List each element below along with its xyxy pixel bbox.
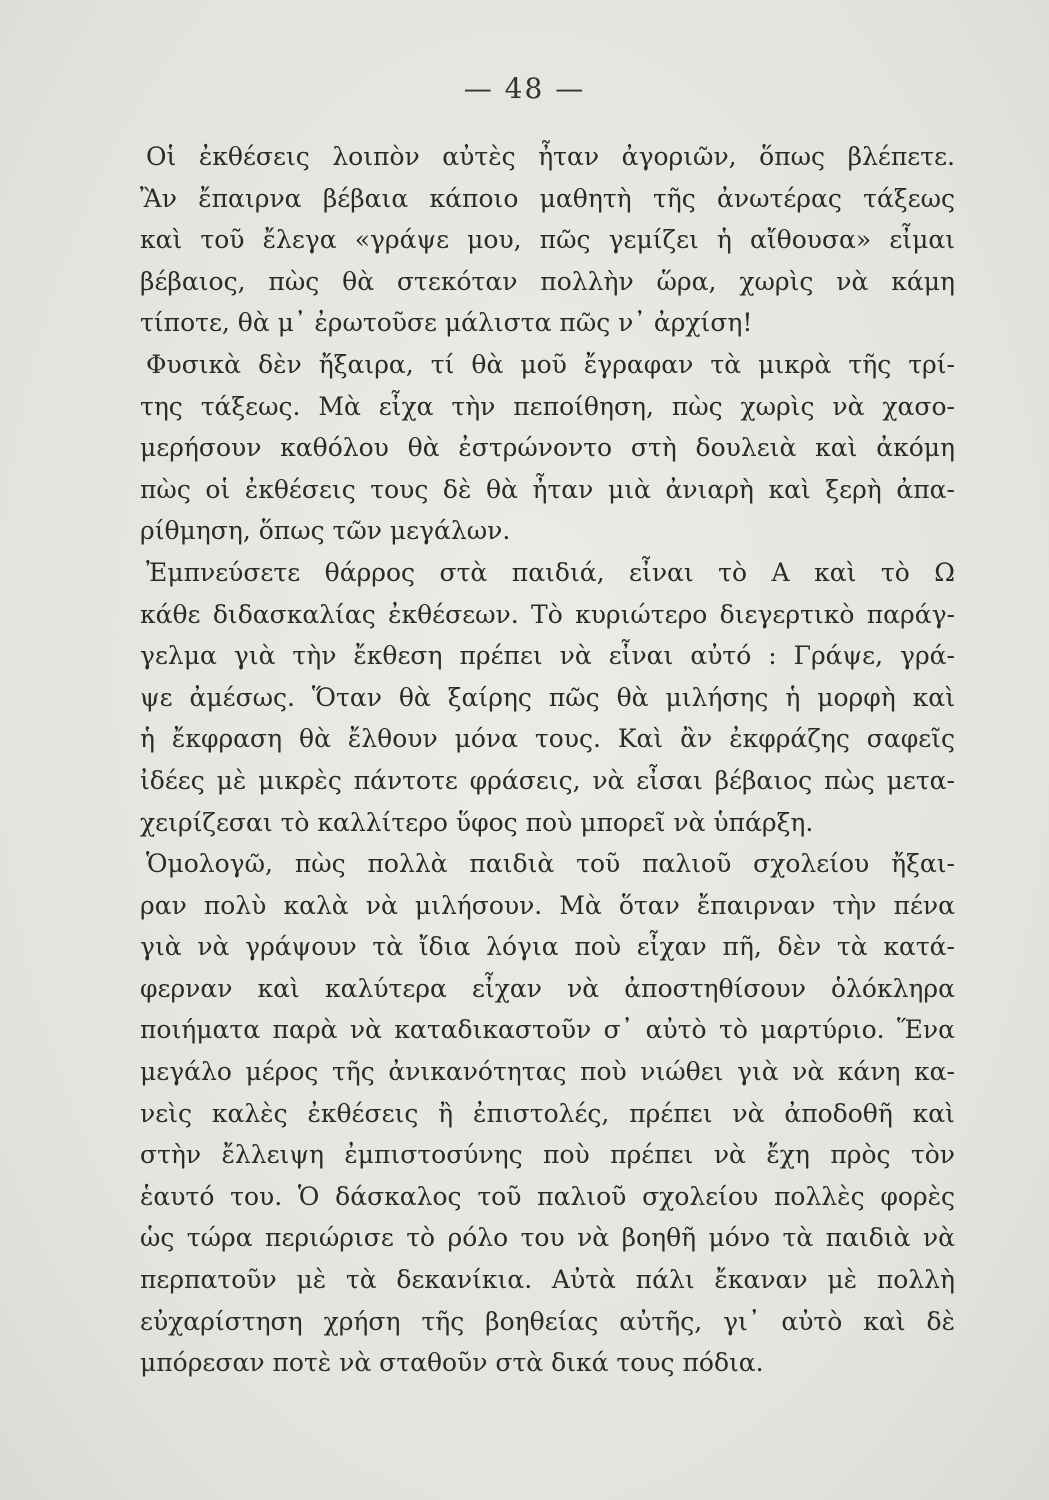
text-line: ἑαυτό του. Ὁ δάσκαλος τοῦ παλιοῦ σχολείου πολλὲς φορὲς	[140, 1181, 955, 1211]
text-line: ποιήματα παρὰ νὰ καταδικαστοῦν σ᾿ αὐτὸ τὸ μαρτύριο. Ἕνα	[140, 1015, 955, 1045]
text-line: βέβαιος, πὼς θὰ στεκόταν πολλὴν ὥρα, χωρὶς νὰ κάμη	[140, 266, 955, 296]
text-line: Ὁμολογῶ, πὼς πολλὰ παιδιὰ τοῦ παλιοῦ σχολείου ἤξαι-	[146, 849, 955, 879]
text-line: μεγάλο μέρος τῆς ἀνικανότητας ποὺ νιώθει γιὰ νὰ κάνη κα-	[140, 1057, 955, 1087]
text-line: φερναν καὶ καλύτερα εἶχαν νὰ ἀποστηθίσουν ὁλόκληρα	[140, 973, 955, 1003]
text-line: κάθε διδασκαλίας ἐκθέσεων. Τὸ κυριώτερο διεγερτικὸ παράγ-	[140, 599, 955, 629]
text-line: Ἂν ἔπαιρνα βέβαια κάποιο μαθητὴ τῆς ἀνωτέρας τάξεως	[140, 183, 955, 213]
page-number: — 48 —	[463, 72, 586, 105]
text-line: γελμα γιὰ τὴν ἔκθεση πρέπει νὰ εἶναι αὐτό : Γράψε, γρά-	[140, 641, 955, 671]
text-line: χειρίζεσαι τὸ καλλίτερο ὕφος ποὺ μπορεῖ νὰ ὑπάρξη.	[140, 807, 814, 837]
text-line: νεὶς καλὲς ἐκθέσεις ἢ ἐπιστολές, πρέπει νὰ ἀποδοθῆ καὶ	[140, 1098, 955, 1128]
text-line: μερήσουν καθόλου θὰ ἐστρώνοντο στὴ δουλειὰ καὶ ἀκόμη	[140, 433, 955, 463]
text-line: ψε ἀμέσως. Ὅταν θὰ ξαίρης πῶς θὰ μιλήσης ἡ μορφὴ καὶ	[140, 682, 955, 712]
text-line: Οἱ ἐκθέσεις λοιπὸν αὐτὲς ἦταν ἀγοριῶν, ὅπως βλέπετε.	[146, 142, 955, 171]
text-line: ἡ ἔκφραση θὰ ἔλθουν μόνα τους. Καὶ ἂν ἐκφράζης σαφεῖς	[140, 724, 955, 754]
text-line: Ἐμπνεύσετε θάρρος στὰ παιδιά, εἶναι τὸ Α καὶ τὸ Ω	[146, 557, 955, 587]
text-line: ρίθμηση, ὅπως τῶν μεγάλων.	[140, 516, 511, 546]
text-line: ἰδέες μὲ μικρὲς πάντοτε φράσεις, νὰ εἶσαι βέβαιος πὼς μετα-	[140, 765, 955, 795]
text-line: στὴν ἔλλειψη ἐμπιστοσύνης ποὺ πρέπει νὰ ἔχη πρὸς τὸν	[140, 1140, 955, 1170]
text-line: της τάξεως. Μὰ εἶχα τὴν πεποίθηση, πὼς χωρὶς νὰ χασο-	[140, 391, 955, 421]
body-text	[140, 136, 955, 1384]
text-line: περπατοῦν μὲ τὰ δεκανίκια. Αὐτὰ πάλι ἔκαναν μὲ πολλὴ	[140, 1265, 955, 1295]
text-line: τίποτε, θὰ μ᾿ ἐρωτοῦσε μάλιστα πῶς ν᾿ ἀρχίση!	[140, 308, 753, 338]
text-line: γιὰ νὰ γράψουν τὰ ἴδια λόγια ποὺ εἶχαν πῆ, δὲν τὰ κατά-	[140, 932, 955, 962]
text-line: Φυσικὰ δὲν ἤξαιρα, τί θὰ μοῦ ἔγραφαν τὰ μικρὰ τῆς τρί-	[146, 349, 955, 379]
text-line: μπόρεσαν ποτὲ νὰ σταθοῦν στὰ δικά τους πόδια.	[140, 1348, 764, 1378]
text-line: ραν πολὺ καλὰ νὰ μιλήσουν. Μὰ ὅταν ἔπαιρναν τὴν πένα	[140, 890, 955, 920]
text-line: πὼς οἱ ἐκθέσεις τους δὲ θὰ ἦταν μιὰ ἀνιαρὴ καὶ ξερὴ ἀπα-	[140, 474, 955, 504]
text-line: καὶ τοῦ ἔλεγα «γράψε μου, πῶς γεμίζει ἡ αἴθουσα» εἶμαι	[140, 225, 955, 255]
text-line: ὡς τώρα περιώρισε τὸ ρόλο του νὰ βοηθῆ μόνο τὰ παιδιὰ νὰ	[140, 1223, 955, 1253]
text-line: εὐχαρίστηση χρήση τῆς βοηθείας αὐτῆς, γι᾿ αὐτὸ καὶ δὲ	[140, 1306, 955, 1336]
